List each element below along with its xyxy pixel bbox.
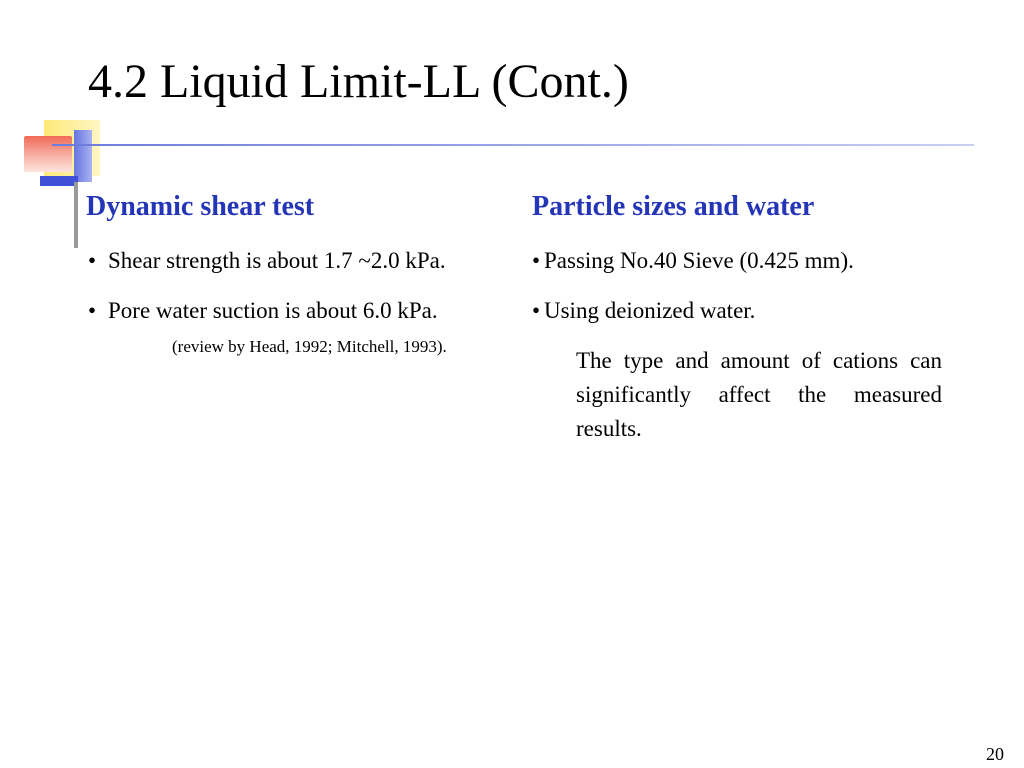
decor-grey-vertical-bar bbox=[74, 182, 78, 248]
page-number: 20 bbox=[986, 744, 1004, 764]
bullet-text: Pore water suction is about 6.0 kPa. bbox=[108, 298, 438, 323]
citation: (review by Head, 1992; Mitchell, 1993). bbox=[172, 337, 447, 356]
bullet-symbol: • bbox=[532, 298, 541, 323]
bullet-text: Passing No.40 Sieve (0.425 mm). bbox=[544, 248, 854, 273]
right-column bbox=[532, 190, 942, 446]
bullet-symbol: • bbox=[88, 298, 97, 323]
bullet-symbol: • bbox=[532, 248, 541, 273]
decor-blue-vertical-bar bbox=[74, 130, 92, 182]
bullet-item bbox=[532, 294, 942, 328]
right-column-heading: Particle sizes and water bbox=[532, 191, 815, 222]
decor-red-square bbox=[24, 136, 72, 172]
slide-title: 4.2 Liquid Limit-LL (Cont.) bbox=[88, 55, 629, 108]
bullet-text: Using deionized water. bbox=[544, 298, 756, 323]
left-column-heading: Dynamic shear test bbox=[86, 191, 315, 222]
bullet-symbol: • bbox=[88, 248, 97, 273]
bullet-item bbox=[532, 244, 942, 278]
bullet-text: Shear strength is about 1.7 ~2.0 kPa. bbox=[108, 248, 446, 273]
bullet-item bbox=[86, 294, 506, 328]
decor-blue-horizontal-bar bbox=[40, 176, 78, 186]
left-column bbox=[86, 190, 506, 358]
bullet-item bbox=[86, 244, 506, 278]
title-divider bbox=[52, 144, 974, 146]
note-paragraph: The type and amount of cations can significantly affect the measured results. bbox=[576, 348, 942, 441]
